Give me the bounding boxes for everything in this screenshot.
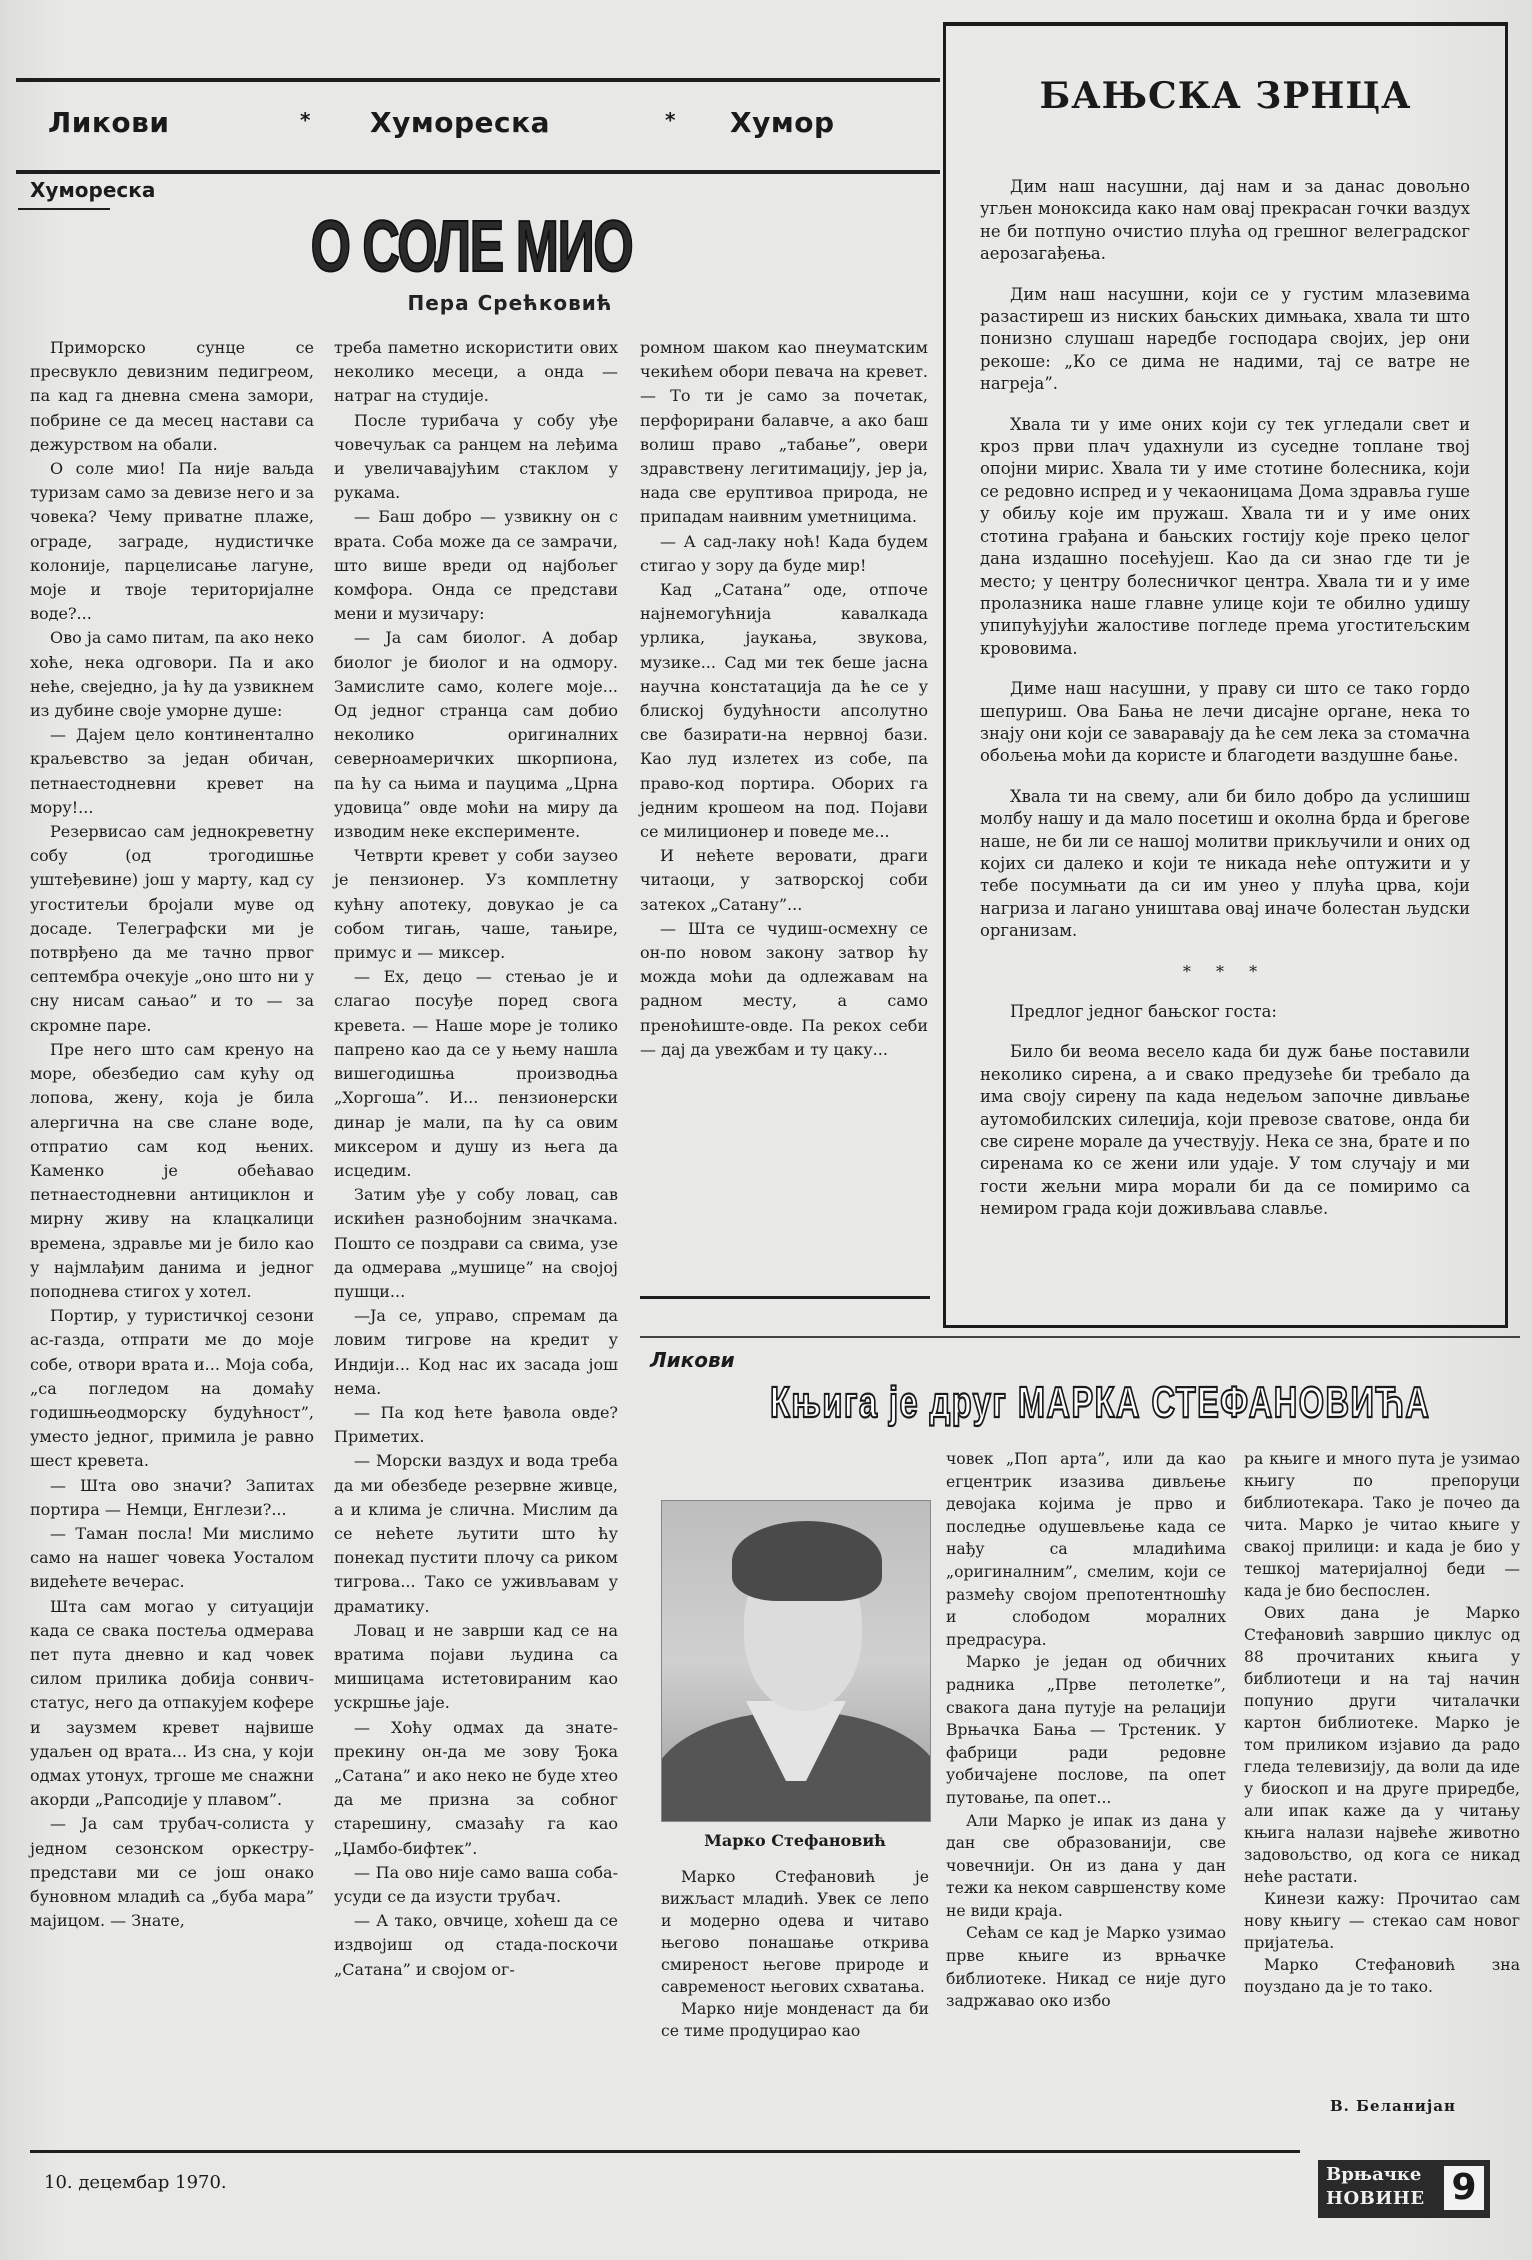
paragraph: О соле мио! Па није ваљда туризам само за девизе него и за човека? Чему приватне плаже, ограде, заграде, нудистичке колоније, парцелисање лагуне, моје и твоје територијалне воде?...	[30, 459, 314, 624]
photo-caption: Марко Стефановић	[704, 1831, 886, 1850]
paragraph: И нећете веровати, драги читаоци, у затворској соби затекох „Сатану”...	[640, 846, 928, 914]
portrait-photo	[661, 1500, 931, 1822]
logo-line-1: Врњачке	[1326, 2164, 1422, 2185]
paragraph: — Хоћу одмах да знате-прекину он-да ме зову Ђока „Сатана” и ако неко не буде хтео да ме призна за собног старешину, смазаћу га као „Џамбо-бифтек”.	[334, 1717, 618, 1858]
paragraph: Ловац и не заврши кад се на вратима појави људина са мишицама истетовираним као ускршње јаје.	[334, 1620, 618, 1713]
paragraph: — А тако, овчице, хоћеш да се издвојиш од стада-поскочи „Сатана” и својом ог-	[334, 1911, 618, 1979]
section-rule	[640, 1336, 1520, 1338]
footer-rule	[30, 2150, 1300, 2153]
section-label-likovi: Ликови	[48, 106, 170, 139]
paragraph: Портир, у туристичкој сезони ас-газда, отпрати ме до моје собе, отвори врата и... Моја соба, „са погледом на домаћу годишњеодморску будућност”, уместо једног, примила је равно шест кревета.	[30, 1306, 314, 1471]
paragraph: — Шта се чудиш-осмехну се он-по новом закону затвор ћу можда моћи да одлежавам на радном месту, а само преноћиште-овде. Па рекох себи — дај да увежбам и ту цаку...	[640, 918, 928, 1059]
section-label-humor: Хумор	[730, 106, 835, 139]
paragraph: Хвала ти у име оних који су тек угледали свет и кроз први плач удахнули из суседне топлане твој опојни мирис. Хвала ти у име стотине болесника, који се редовно испред и у чекаоницама Дома здравља гуше у обиљу које им пружаш. Хвала ти и у име оних стотина грађана и бањских гостију које преко целог дана издашно посећујеш. Као да си знао где ти је место; у центру болесничког центра. Хвала ти и у име пролазника наше главне улице који те обилно удишу упипућујући жалостиве погледе према угоститељским крововима.	[980, 414, 1470, 658]
paragraph: Сећам се кад је Марко узимао прве књиге из врњачке библиотеке. Никад се није дуго задржавао око избо	[946, 1924, 1226, 2011]
article-column-1	[30, 336, 314, 1933]
paragraph: Приморско сунце се пресвукло девизним педигреом, па кад га дневна смена замори, побрине се да месец настави са дежурством на обали.	[30, 338, 314, 454]
section-label-humoreska: Хумореска	[370, 106, 550, 139]
article-kicker: Ликови	[650, 1348, 735, 1372]
article-column-2	[334, 336, 618, 1982]
header-rule-bottom	[16, 170, 940, 174]
article-byline: Пера Срећковић	[407, 291, 613, 315]
banjska-zrnca-box	[943, 22, 1508, 1328]
paragraph: — Ја сам трубач-солиста у једном сезонском оркестру-представи ми се још онако буновном младић са „буба мара” мајицом. — Знате,	[30, 1814, 314, 1931]
paragraph: Марко није монденаст да би се тиме продуцирао као	[661, 2000, 929, 2040]
section-header	[30, 78, 940, 170]
paragraph: — Па код ћете ђавола овде? Приметих.	[334, 1402, 618, 1447]
article-kicker: Хумореска	[30, 178, 156, 202]
knjiga-column-1	[661, 1866, 929, 2042]
kicker-underline	[18, 208, 110, 210]
paragraph: Четврти кревет у соби заузео је пензионер. Уз комплетну кућну апотеку, довукао је са собом тигањ, чаше, тањире, примус и — миксер.	[334, 846, 618, 963]
paragraph: — А сад-лаку ноћ! Када будем стигао у зору да буде мир!	[640, 531, 928, 575]
paragraph: Резервисао сам једнокреветну собу (од трогодишње уштеђевине) још у марту, кад су угоститељи бројали муве од досаде. Телеграфски ми је потврђено да ме тачно првог септембра очекује „оно што ни у сну нисам сањао” и то — за скромне паре.	[30, 822, 314, 1035]
paragraph: — Дајем цело континентално краљевство за један обичан, петнаестодневни кревет на мору!...	[30, 725, 314, 817]
paragraph: Шта сам могао у ситуацији када се свака постеља одмерава пет пута дневно и кад човек силом прилика добија сонвич-статус, него да отпакујем кофере и заузмем кревет највише удаљен од врата... Из сна, у који одмах утонух, тргоше ме снажни акорди „Рапсодије у плавом”.	[30, 1596, 314, 1810]
paragraph: Диме наш насушни, у праву си што се тако гордо шепуриш. Ова Бања не лечи дисајне органе, нека то знају они који се заваравају да ће сем лека за стомачна обољења моћи да користе и благодети ваздушне бање.	[980, 679, 1470, 766]
knjiga-column-2	[946, 1448, 1226, 2013]
article-headline: Књига је друг МАРКА СТЕФАНОВИЋА	[770, 1378, 1431, 1427]
paragraph: Било би веома весело када би дуж бање поставили неколико сирена, а и свако предузеће би требало да има своју сирену па када недељом започне дивљање аутомобилских силеџија, који превозе сватове, онда би све сирене морале да учествују. Нека се зна, брате и по сиренама ко се жени или удаје. У том случају и ми гости жељни мира морали би да се помиримо са немиром града који доживљава славље.	[980, 1042, 1470, 1219]
proposal-heading: Предлог једног бањског госта:	[1010, 1002, 1277, 1021]
paragraph: Хвала ти на свему, али би било добро да услишиш молбу нашу и да мало посетиш и околна брда и брегове наше, не би ли се нашој молитви прикључили и оних од којих си далеко и који те никада неће оптужити и у тебе посумњати да си им унео у плућа црва, који нагриза и лагано уништава овај иначе болестан људски организам.	[980, 786, 1470, 941]
paragraph: — Баш добро — узвикну он с врата. Соба може да се замрачи, што више вреди од најбољег комфора. Онда се представи мени и музичару:	[334, 507, 618, 624]
knjiga-column-3	[1244, 1448, 1520, 1998]
page-number: 9	[1444, 2166, 1484, 2210]
star-separator: *	[300, 108, 311, 132]
paragraph: Пре него што сам кренуо на море, обезбедио сам кућу од лопова, жену, која је била алергична на све слане воде, отпратио сам код њених. Каменко је обећавао петнаестодневни антициклон и мирну живу на клацкалици времена, здравље ми је било као у најмлађим данима и једног поподнева стигох у хотел.	[30, 1039, 314, 1301]
paragraph: Ово ја само питам, па ако неко хоће, нека одговори. Па и ако неће, свеједно, ја ћу да узвикнем из дубине своје уморне душе:	[30, 628, 314, 721]
paragraph: ромном шаком као пнеуматским чекићем обори певача на кревет. — То ти је само за почетак, перфорирани балавче, а ако баш волиш право „табање”, овери здравствену легитимацију, јер ја, нада све еруптивоа природа, не припадам наивним уметницима.	[640, 338, 928, 527]
paragraph: — Ја сам биолог. А добар биолог је биолог и на одмору. Замислите само, колеге моје... Од једног странца сам добио неколико оригиналних северноамеричких шкорпиона, па ћу са њима и пауцима „Црна удовица” овде моћи на миру да изводим неке експерименте.	[334, 628, 618, 842]
newspaper-logo	[1318, 2160, 1490, 2218]
paragraph: После турибача у собу уђе човечуљак са ранцем на леђима и увеличавајућим стаклом у рукама.	[334, 410, 618, 503]
paragraph: Кинези кажу: Прочитао сам нову књигу — стекао сам новог пријатеља.	[1244, 1890, 1520, 1952]
paragraph: Али Марко је ипак из дана у дан све образованији, све човечнији. Он из дана у дан тежи ка неком савршенству коме не види краја.	[946, 1811, 1226, 1920]
paragraph: треба паметно искористити ових неколико месеци, а онда — натраг на студије.	[334, 338, 618, 406]
paragraph: — Ех, децо — стењао је и слагао посуђе поред свога кревета. — Наше море је толико папрено као да се у њему нашла вишегодишња производња „Хоргоша”. И... пензионерски динар је мали, па ћу са овим миксером и душу из њега да исцедим.	[334, 967, 618, 1180]
article-headline: О СОЛЕ МИО	[310, 207, 633, 287]
article-column-3	[640, 336, 928, 1062]
paragraph: Кад „Сатана” оде, отпоче најнемогућнија кавалкада урлика, јаукања, звукова, музике... Сад ми тек беше јасна научна констатација да ће се у блиској будућности апсолутно све базирати-на нервној бази. Као луд излетех из собе, па право-код портира. Оборих га једним крошеом на под. Појави се милиционер и поведе ме...	[640, 580, 928, 842]
paragraph: — Па ово није само ваша соба-усуди се да изусти трубач.	[334, 1862, 618, 1906]
column-3-end-rule	[640, 1296, 930, 1299]
paragraph: —Ја се, управо, спремам да ловим тигрове на кредит у Индији... Код нас их засада још нема.	[334, 1306, 618, 1398]
paragraph: — Таман посла! Ми мислимо само на нашег човека Уосталом видећете вечерас.	[30, 1523, 314, 1592]
paragraph: Марко Стефановић зна поуздано да је то тако.	[1244, 1956, 1520, 1996]
paragraph: човек „Поп арта”, или да као егцентрик изазива дивљење девојака којима је прво и последње одушевљење када се нађу са младићима „оригиналним”, смелим, који се размећу својом препотентношћу и слободом моралних предрасура.	[946, 1450, 1226, 1649]
logo-line-2: НОВИНЕ	[1326, 2188, 1425, 2209]
star-separator: *	[665, 108, 676, 132]
paragraph: Дим наш насушни, дај нам и за данас довољно угљен моноксида како нам овај прекрасан гочки ваздух не би потпуно очистио плућа од грешног велеградског аерозагађења.	[980, 177, 1470, 264]
article-signature: В. Беланијан	[1330, 2097, 1457, 2115]
paragraph: Ових дана је Марко Стефановић завршио циклус од 88 прочитаних књига у библиотеци и на тај начин попунио други читалачки картон библиотеке. Марко је том приликом изјавио да радо гледа телевизију, да воли да иде у биоскоп и на друге приредбе, али ипак каже да у читању књига налази највеће животно задовољство, од кога се никад неће растати.	[1244, 1604, 1520, 1886]
paragraph: Дим наш насушни, који се у густим млазевима разастиреш из ниских бањских димњака, хвала ти што понизно слушаш наредбе господара својих, јер они рекоше: „Ко се дима не надими, тај се ватре не нагреја”.	[980, 284, 1470, 394]
box-body	[980, 176, 1470, 1239]
photo-hair	[732, 1521, 882, 1601]
paragraph: — Морски ваздух и вода треба да ми обезбеде резервне живце, а и клима је слична. Мислим да се нећете љутити што ћу понекад пустити плочу са риком тигрова... Тако се уживљавам у драматику.	[334, 1451, 618, 1616]
paragraph: Марко је један од обичних радника „Прве петолетке”, свакога дана путује на релацији Врњачка Бања — Трстеник. У фабрици ради редовне уобичајене послове, па опет путовање, па опет...	[946, 1653, 1226, 1807]
issue-date: 10. децембар 1970.	[44, 2172, 227, 2193]
section-separator: * * *	[1182, 961, 1268, 981]
paragraph: Марко Стефановић је вижљаст младић. Увек се лепо и модерно одева и читаво његово понашање открива смиреност његове природе и савременост његових схватања.	[661, 1868, 929, 1996]
paragraph: ра књиге и много пута је узимао књигу по препоруци библиотекара. Тако је почео да чита. Марко је читао књиге у свакој прилици: и када је био у тешкој материјалној беди — када је био беспослен.	[1244, 1450, 1520, 1600]
box-title: БАЊСКА ЗРНЦА	[1039, 75, 1412, 117]
paragraph: — Шта ово значи? Запитах портира — Немци, Енглези?...	[30, 1475, 314, 1519]
paragraph: Затим уђе у собу ловац, сав искићен разнобојним значкама. Пошто се поздрави са свима, узе да одмерава „мушице” на својој пушци...	[334, 1185, 618, 1301]
